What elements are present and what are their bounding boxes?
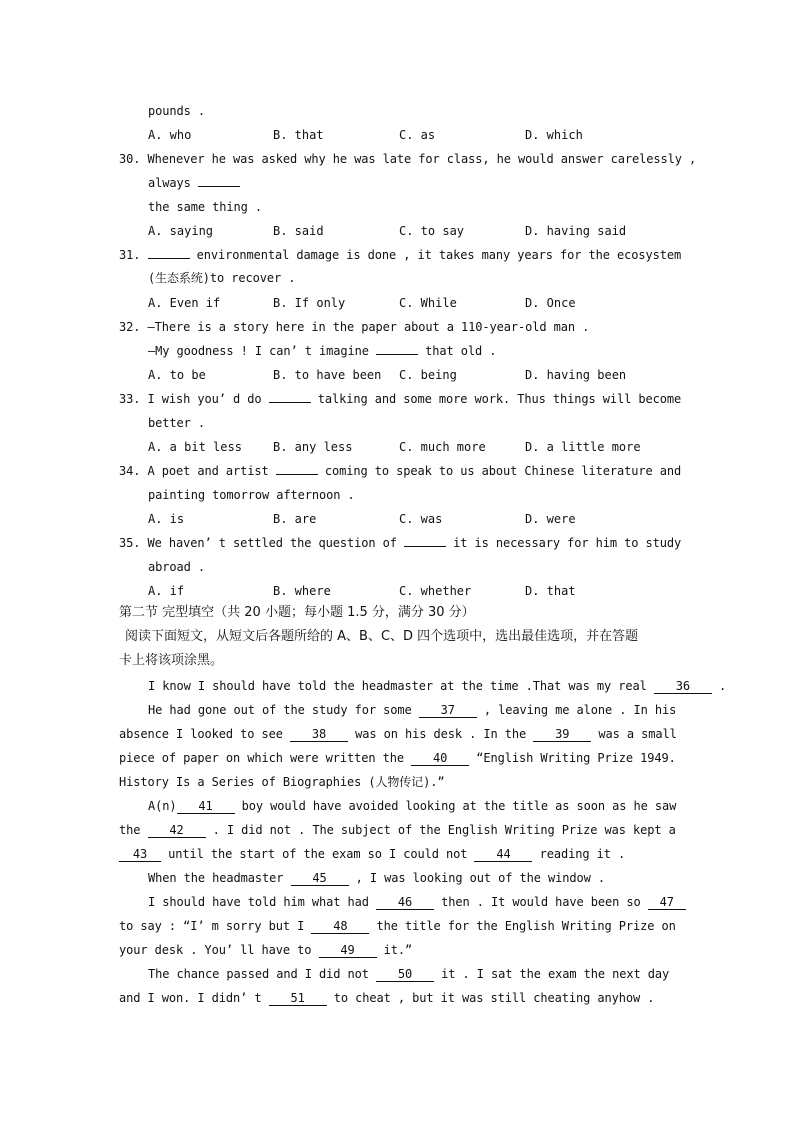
passage-p1-line1: I know I should have told the headmaster at the time .That was my real 36 .: [148, 679, 727, 693]
q29-option-a: A. who: [148, 128, 192, 142]
q31-option-a: A. Even if: [148, 296, 221, 310]
q35-line2: abroad .: [148, 560, 205, 574]
q30-option-a: A. saying: [148, 224, 214, 238]
passage-p1-line2: He had gone out of the study for some 37 , leaving me alone . In his: [148, 703, 677, 717]
answer-blank-51: 51: [269, 991, 327, 1006]
answer-blank-47: 47: [648, 895, 686, 910]
q35-option-a: A. if: [148, 584, 185, 598]
answer-blank-43: 43: [119, 847, 161, 862]
answer-blank-39: 39: [533, 727, 591, 742]
passage-p5-line2: and I won. I didn’ t 51 to cheat , but it was still cheating anyhow .: [119, 991, 655, 1005]
answer-blank: [376, 354, 418, 355]
q34-option-c: C. was: [399, 512, 443, 526]
passage-p2-line2: the 42 . I did not . The subject of the English Writing Prize was kept a: [119, 823, 676, 837]
q29-tail: pounds .: [148, 104, 205, 118]
answer-blank-37: 37: [419, 703, 477, 718]
passage-p4-line2: to say : “I’ m sorry but I 48 the title for the English Writing Prize on: [119, 919, 676, 933]
passage-p5-line1: The chance passed and I did not 50 it . I sat the exam the next day: [148, 967, 670, 981]
q30-option-d: D. having said: [525, 224, 627, 238]
q33-option-c: C. much more: [399, 440, 486, 454]
q30-line3: the same thing .: [148, 200, 262, 214]
q30-line2: always: [148, 175, 240, 191]
answer-blank: [198, 186, 240, 187]
q33-option-d: D. a little more: [525, 440, 641, 454]
q35-option-c: C. whether: [399, 584, 472, 598]
q34-line1: 34. A poet and artist coming to speak to us about Chinese literature and: [119, 464, 682, 478]
answer-blank-45: 45: [291, 871, 349, 886]
q34-option-d: D. were: [525, 512, 576, 526]
q31-option-c: C. While: [399, 296, 457, 310]
answer-blank-36: 36: [654, 679, 712, 694]
q31-option-b: B. If only: [273, 296, 346, 310]
answer-blank: [404, 546, 446, 547]
passage-p3-line1: When the headmaster 45 , I was looking out of the window .: [148, 871, 605, 885]
answer-blank-48: 48: [311, 919, 369, 934]
answer-blank-44: 44: [474, 847, 532, 862]
q33-option-b: B. any less: [273, 440, 353, 454]
q29-option-b: B. that: [273, 128, 324, 142]
answer-blank: [269, 402, 311, 403]
q34-option-a: A. is: [148, 512, 185, 526]
answer-blank-46: 46: [376, 895, 434, 910]
answer-blank: [148, 258, 190, 259]
q32-option-a: A. to be: [148, 368, 206, 382]
q32-line2: —My goodness ! I can’ t imagine that old .: [148, 344, 497, 358]
q34-option-b: B. are: [273, 512, 317, 526]
passage-p1-line3: absence I looked to see 38 was on his desk . In the 39 was a small: [119, 727, 677, 741]
passage-p1-line5: History Is a Series of Biographies (人物传记).”: [119, 775, 445, 789]
q30-line1: 30. Whenever he was asked why he was late for class, he would answer carelessly ,: [119, 152, 697, 166]
passage-p2-line1: A(n) 41 boy would have avoided looking at the title as soon as he saw: [148, 799, 677, 813]
answer-blank-49: 49: [319, 943, 377, 958]
q33-line1: 33. I wish you’ d do talking and some more work. Thus things will become: [119, 392, 682, 406]
q31-line1: 31. environmental damage is done , it takes many years for the ecosystem: [119, 248, 682, 262]
q32-line1: 32. —There is a story here in the paper about a 110-year-old man .: [119, 320, 590, 334]
passage-p4-line1: I should have told him what had 46 then . It would have been so 47: [148, 894, 686, 910]
answer-blank-38: 38: [290, 727, 348, 742]
section-title: 第二节 完型填空（共 20 小题；每小题 1.5 分，满分 30 分）: [119, 605, 475, 620]
q34-line2: painting tomorrow afternoon .: [148, 488, 355, 502]
answer-blank-41: 41: [177, 799, 235, 814]
q30-option-c: C. to say: [399, 224, 465, 238]
q29-option-d: D. which: [525, 128, 583, 142]
q33-line2: better .: [148, 416, 205, 430]
answer-blank-40: 40: [411, 751, 469, 766]
q30-option-b: B. said: [273, 224, 324, 238]
instruction-line1: 阅读下面短文，从短文后各题所给的 A、B、C、D 四个选项中，选出最佳选项，并在答题: [125, 629, 639, 644]
q29-option-c: C. as: [399, 128, 436, 142]
q31-line2: (生态系统)to recover .: [148, 271, 296, 285]
q32-option-b: B. to have been: [273, 368, 382, 382]
q35-option-d: D. that: [525, 584, 576, 598]
passage-p4-line3: your desk . You’ ll have to 49 it.”: [119, 943, 413, 957]
q33-option-a: A. a bit less: [148, 440, 242, 454]
answer-blank-50: 50: [376, 967, 434, 982]
answer-blank-42: 42: [148, 823, 206, 838]
q32-option-d: D. having been: [525, 368, 627, 382]
q31-option-d: D. Once: [525, 296, 576, 310]
instruction-line2: 卡上将该项涂黑。: [119, 653, 224, 668]
passage-p1-line4: piece of paper on which were written the 40 “English Writing Prize 1949.: [119, 751, 676, 765]
answer-blank: [276, 474, 318, 475]
q35-line1: 35. We haven’ t settled the question of it is necessary for him to study: [119, 536, 682, 550]
q35-option-b: B. where: [273, 584, 331, 598]
q32-option-c: C. being: [399, 368, 457, 382]
passage-p2-line3: 43 until the start of the exam so I could not 44 reading it .: [119, 846, 625, 862]
